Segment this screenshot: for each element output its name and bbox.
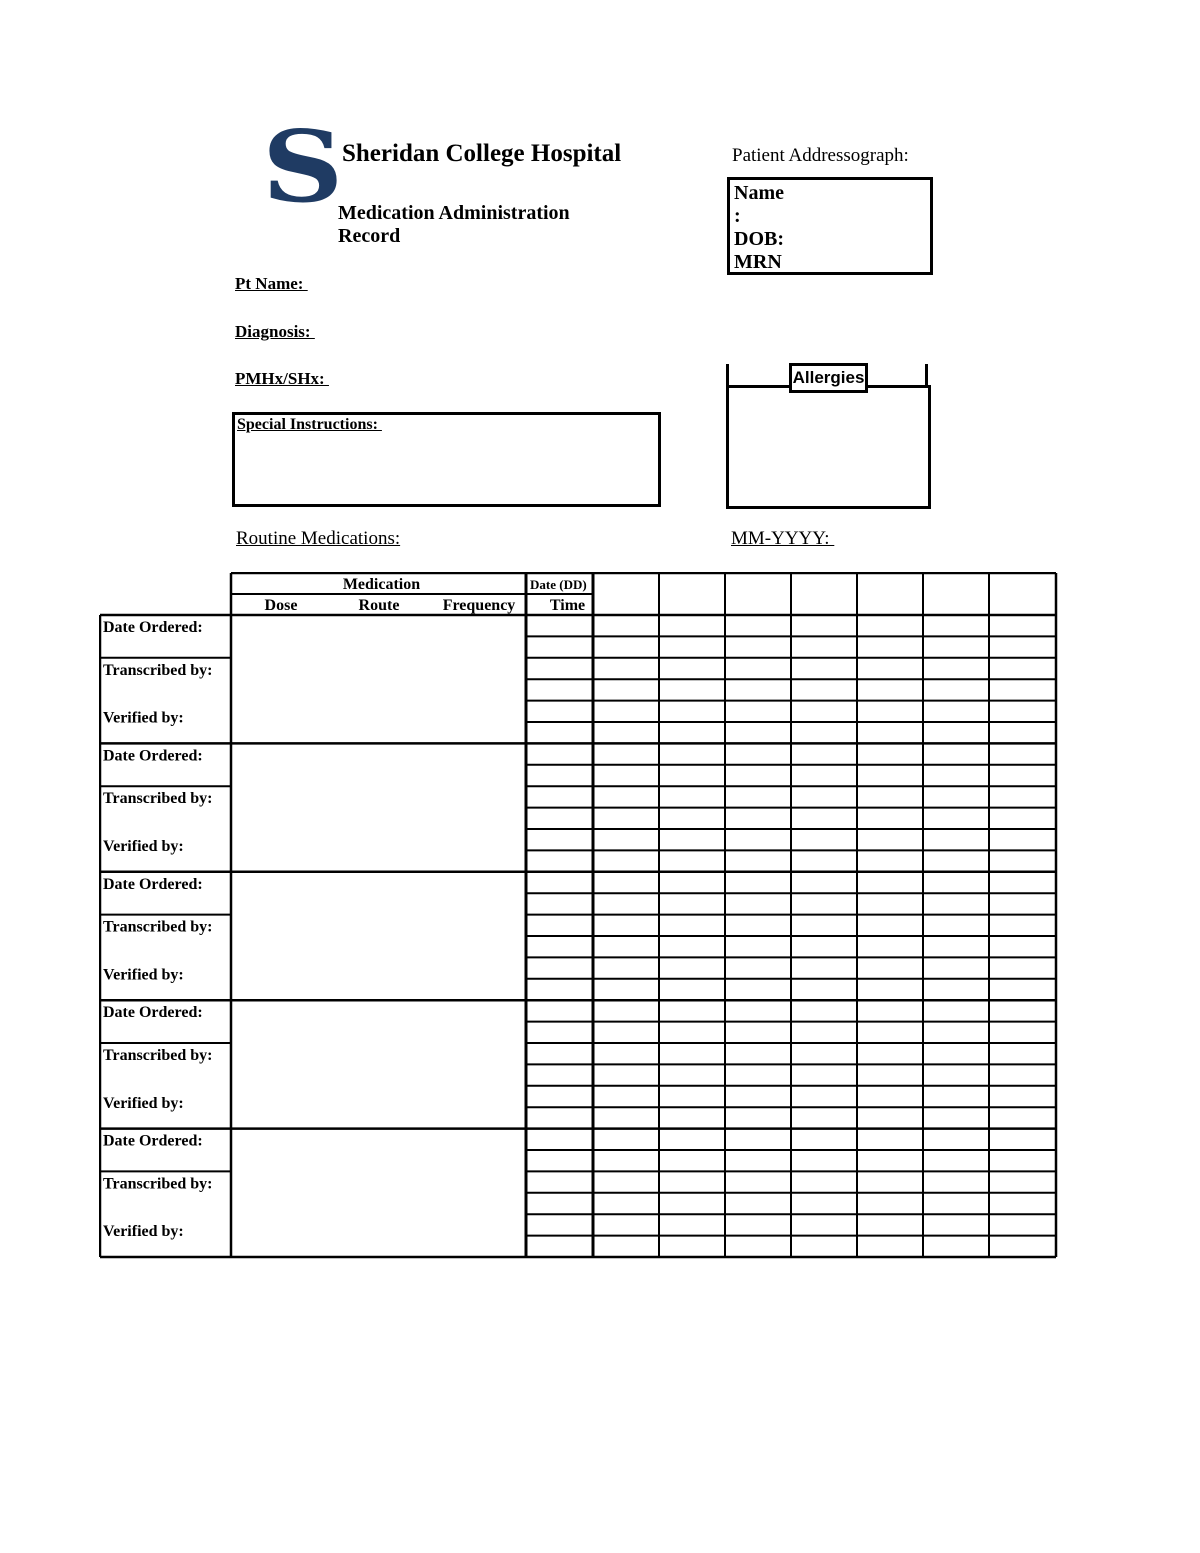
record-title-line1: Medication Administration xyxy=(338,202,570,224)
month-year-field[interactable]: MM-YYYY: xyxy=(731,528,835,549)
block-4-transcribed-label: Transcribed by: xyxy=(103,1047,213,1064)
allergies-label: Allergies xyxy=(789,363,868,393)
allergies-divider-right xyxy=(925,364,928,386)
addressograph-colon: : xyxy=(734,205,741,227)
medication-administration-grid[interactable] xyxy=(99,572,1059,1262)
block-3-date-ordered-label: Date Ordered: xyxy=(103,875,203,893)
pt-name-field[interactable]: Pt Name: xyxy=(235,274,308,293)
header-date: Date (DD) xyxy=(530,577,587,592)
header-time: Time xyxy=(549,597,586,614)
routine-medications-label: Routine Medications: xyxy=(236,528,401,549)
addressograph-name: Name xyxy=(734,182,784,204)
block-4-verified-label: Verified by: xyxy=(103,1094,184,1112)
addressograph-box[interactable] xyxy=(727,177,933,275)
special-instructions-label: Special Instructions: xyxy=(237,416,382,433)
block-1-date-ordered-label: Date Ordered: xyxy=(103,619,203,636)
block-5-date-ordered-label: Date Ordered: xyxy=(103,1132,203,1150)
header-medication: Medication xyxy=(342,576,421,593)
pmhx-field[interactable]: PMHx/SHx: xyxy=(235,369,329,388)
block-1-verified-label: Verified by: xyxy=(103,709,184,727)
addressograph-mrn: MRN xyxy=(734,251,782,273)
allergies-divider-left xyxy=(726,364,729,386)
block-2-verified-label: Verified by: xyxy=(103,838,184,855)
block-5-verified-label: Verified by: xyxy=(103,1223,184,1241)
hospital-name: Sheridan College Hospital xyxy=(342,140,622,167)
block-5-transcribed-label: Transcribed by: xyxy=(103,1175,213,1193)
block-4-date-ordered-label: Date Ordered: xyxy=(103,1004,203,1022)
hospital-logo-icon: S xyxy=(262,110,344,225)
block-3-verified-label: Verified by: xyxy=(103,966,184,984)
header-dose: Dose xyxy=(264,597,298,614)
diagnosis-field[interactable]: Diagnosis: xyxy=(235,322,315,341)
block-2-transcribed-label: Transcribed by: xyxy=(103,790,213,808)
record-title-line2: Record xyxy=(338,225,401,247)
addressograph-dob: DOB: xyxy=(734,228,784,250)
record-title xyxy=(338,202,638,248)
block-3-transcribed-label: Transcribed by: xyxy=(103,918,213,936)
header-frequency: Frequency xyxy=(442,597,516,614)
block-1-transcribed-label: Transcribed by: xyxy=(103,661,213,679)
block-2-date-ordered-label: Date Ordered: xyxy=(103,747,203,765)
header-route: Route xyxy=(358,597,400,614)
addressograph-label: Patient Addressograph: xyxy=(732,145,909,166)
allergies-box[interactable] xyxy=(726,385,931,509)
